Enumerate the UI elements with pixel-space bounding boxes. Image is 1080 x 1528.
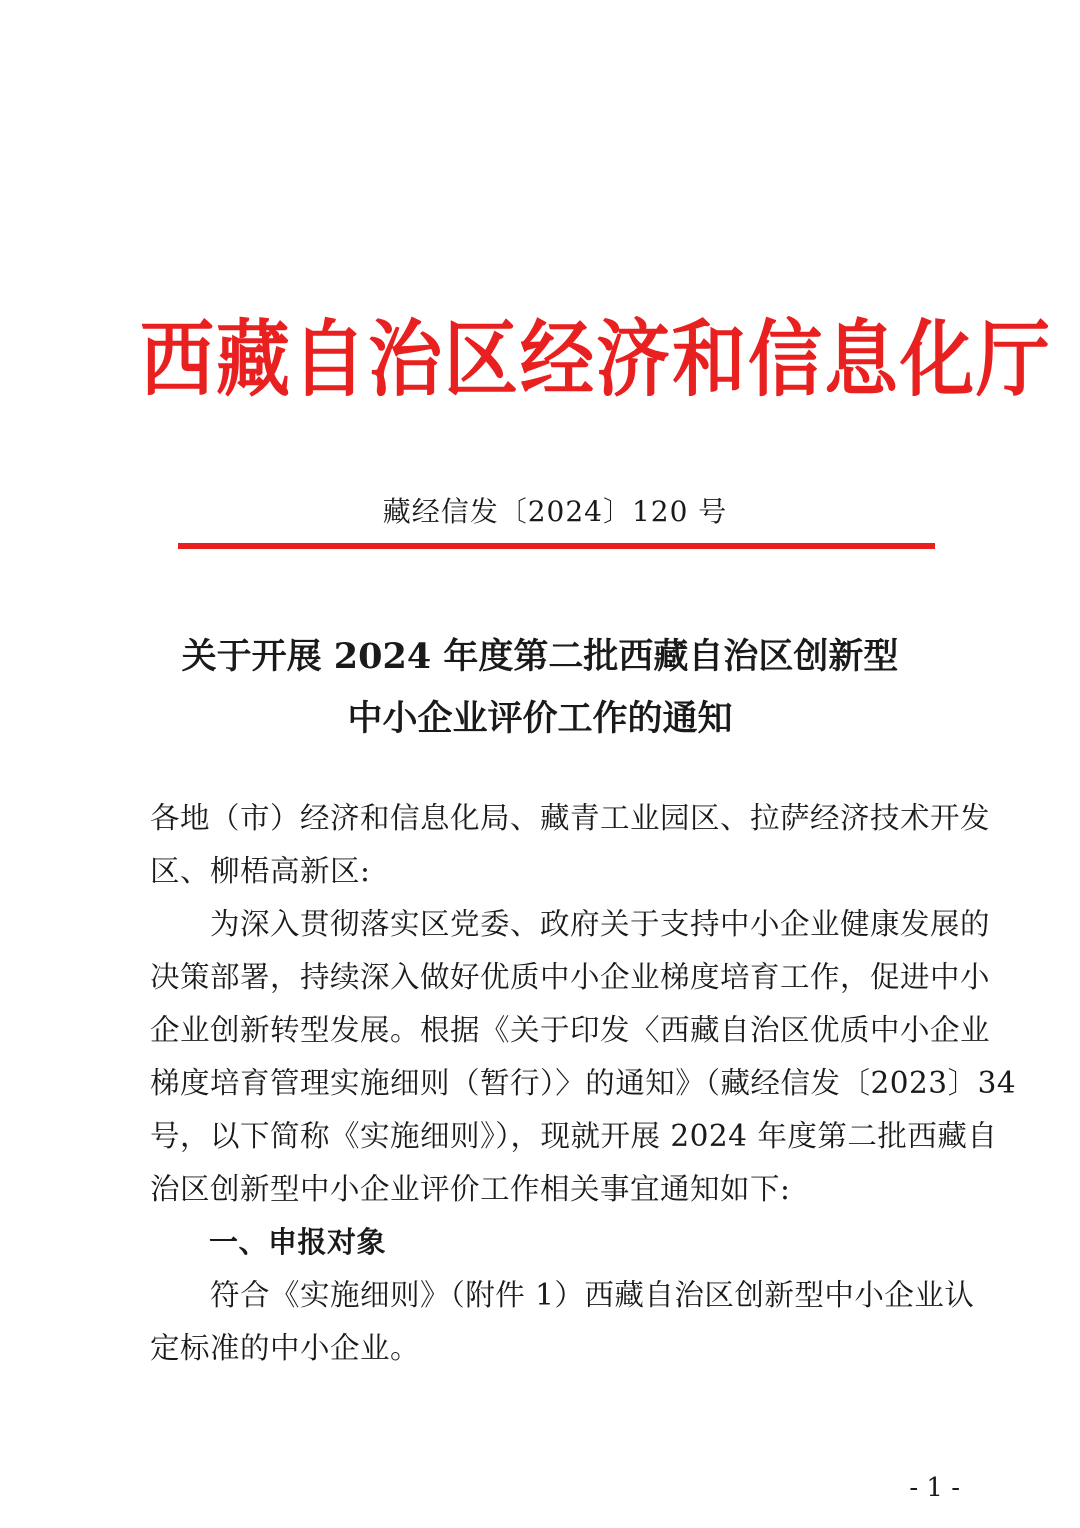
paragraph-line: 为深入贯彻落实区党委、政府关于支持中小企业健康发展的 [150, 907, 991, 941]
section-heading: 一、申报对象 [150, 1225, 387, 1259]
page-number: - 1 - [909, 1473, 960, 1503]
paragraph-line: 定标准的中小企业。 [150, 1331, 421, 1365]
notice-title-line-1: 关于开展 2024 年度第二批西藏自治区创新型 [181, 636, 899, 677]
addressee-line-1: 各地（市）经济和信息化局、藏青工业园区、拉萨经济技术开发 [150, 801, 991, 835]
paragraph-line: 决策部署，持续深入做好优质中小企业梯度培育工作，促进中小 [150, 960, 991, 994]
paragraph-line: 符合《实施细则》（附件 1）西藏自治区创新型中小企业认 [150, 1278, 975, 1312]
paragraph-line: 治区创新型中小企业评价工作相关事宜通知如下: [150, 1172, 791, 1206]
paragraph-line: 企业创新转型发展。根据《关于印发〈西藏自治区优质中小企业 [150, 1013, 991, 1047]
notice-title-line-2: 中小企业评价工作的通知 [347, 698, 733, 739]
paragraph-line: 梯度培育管理实施细则（暂行）〉的通知》（藏经信发〔2023〕34 [150, 1066, 1017, 1100]
paragraph-line: 号，以下简称《实施细则》），现就开展 2024 年度第二批西藏自 [150, 1119, 998, 1153]
red-separator-line [178, 543, 935, 549]
issuing-organization-header: 西藏自治区经济和信息化厅 [140, 311, 1052, 409]
document-number: 藏经信发〔2024〕120 号 [382, 495, 728, 528]
addressee-line-2: 区、柳梧高新区: [150, 854, 371, 888]
